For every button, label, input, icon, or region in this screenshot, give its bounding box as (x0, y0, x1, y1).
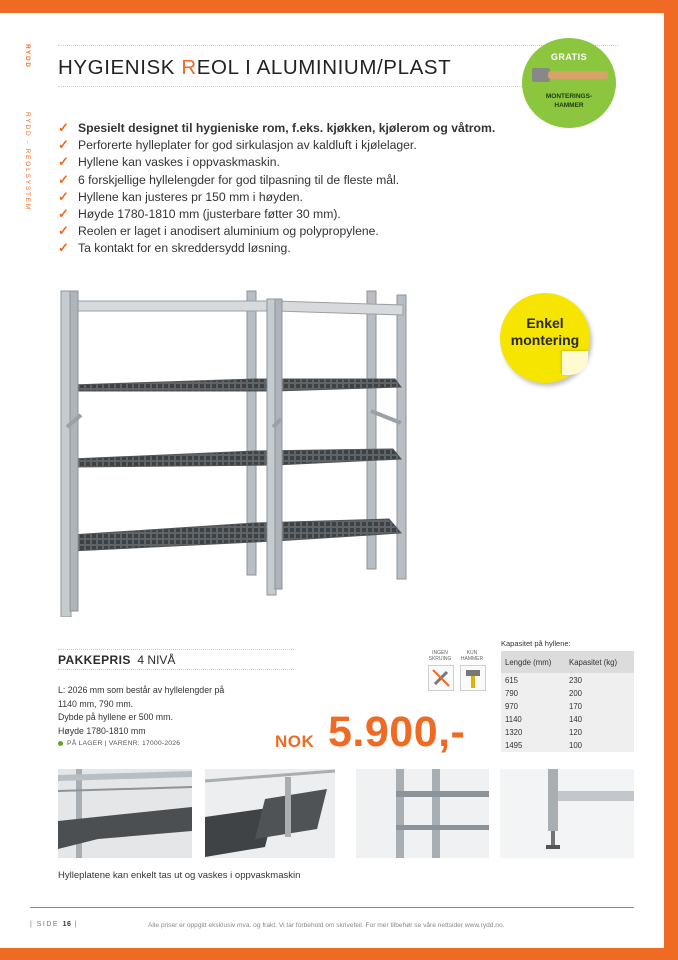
feature-item: ✓ Hyllene kan justeres pr 150 mm i høyden. (58, 188, 303, 204)
easy-assembly-sticker (500, 293, 590, 383)
gallery-photo-corner-shelves (58, 769, 192, 858)
checkmark-icon: ✓ (58, 154, 69, 170)
gallery-photo-adjustable-foot (500, 769, 634, 858)
hammer-only-icon (460, 665, 486, 691)
feature-item: ✓ Ta kontakt for en skreddersydd løsning. (58, 240, 291, 256)
capacity-table-header: Lengde (mm) Kapasitet (kg) (501, 651, 634, 673)
badge-caption: MONTERINGS- HAMMER (545, 93, 593, 109)
gallery-photo-shelf-removal (205, 769, 335, 858)
no-screwing-icon (428, 665, 454, 691)
sticker-curl-shape (562, 351, 588, 375)
checkmark-icon: ✓ (58, 188, 69, 204)
table-row: 970 170 (505, 702, 583, 711)
package-divider-bottom (58, 669, 294, 670)
feature-item: ✓ Høyde 1780-1810 mm (justerbare føtter 30 mm). (58, 205, 341, 221)
table-row: 1495 100 (505, 741, 583, 750)
tool-icon-label: KUN HAMMER (460, 650, 484, 662)
sticker-line-1: Enkel (526, 315, 564, 331)
stock-info: PÅ LAGER | VARENR: 17000-2026 (58, 740, 180, 747)
gallery-photo-post-joint (356, 769, 489, 858)
package-title: PAKKEPRIS 4 NIVÅ (58, 653, 176, 667)
price-value: 5.900,- (328, 708, 466, 756)
checkmark-icon: ✓ (58, 240, 69, 256)
package-description: L: 2026 mm som består av hyllelengder på 1140 mm, 790 mm. Dybde på hyllene er 500 mm. Høyde 1780-1810 mm (58, 685, 225, 736)
feature-item: ✓ Reolen er laget i anodisert aluminium og polypropylene. (58, 223, 379, 239)
checkmark-icon: ✓ (58, 137, 69, 153)
feature-item: ✓ Hyllene kan vaskes i oppvaskmaskin. (58, 154, 280, 170)
hammer-handle-shape (548, 71, 608, 79)
feature-list (58, 121, 495, 259)
badge-title: GRATIS (550, 52, 588, 62)
in-stock-dot-icon (58, 741, 63, 746)
table-row: 1320 120 (505, 728, 583, 737)
gallery-caption: Hylleplatene kan enkelt tas ut og vaskes i oppvaskmaskin (58, 870, 301, 881)
package-divider-top (58, 649, 294, 650)
checkmark-icon: ✓ (58, 205, 69, 221)
checkmark-icon: ✓ (58, 120, 69, 135)
feature-item: ✓ 6 forskjellige hyllelengder for god tilpasning til de fleste mål. (58, 171, 400, 187)
page-title: HYGIENISK REOL I ALUMINIUM/PLAST (58, 56, 452, 79)
section-label-vertical: RYDD - REOLSYSTEM (24, 112, 31, 212)
page-number: | SIDE 16 | (30, 921, 79, 928)
footer-note: Alle priser er oppgitt eksklusiv mva. og frakt. Vi tar forbehold om skrivefeil. For mer tilbehør se våre nettsider www.rydd.no. (148, 922, 505, 929)
bottom-accent-bar (0, 948, 678, 960)
checkmark-icon: ✓ (58, 223, 69, 239)
top-accent-bar (0, 0, 678, 13)
checkmark-icon: ✓ (58, 171, 69, 187)
feature-item: ✓ Spesielt designet til hygieniske rom, f.eks. kjøkken, kjølerom og våtrom. (58, 120, 496, 135)
table-row: 615 230 (505, 676, 583, 685)
feature-item: ✓ Perforerte hylleplater for god sirkulasjon av kaldluft i kjølelager. (58, 137, 417, 153)
sticker-line-2: montering (510, 332, 580, 348)
tool-icon-label: INGEN SKRUING (428, 650, 452, 662)
title-divider-top (58, 45, 618, 46)
brand-logo-vertical: RYDD (24, 44, 31, 69)
table-row: 790 200 (505, 689, 583, 698)
table-row: 1140 140 (505, 715, 583, 724)
right-accent-bar (664, 0, 678, 960)
gratis-hammer-badge (522, 38, 616, 128)
price-currency: NOK (275, 732, 315, 751)
shelving-unit-image (55, 287, 415, 617)
footer-divider (30, 907, 634, 908)
capacity-title: Kapasitet på hyllene: (501, 639, 571, 648)
capacity-table (501, 651, 634, 752)
